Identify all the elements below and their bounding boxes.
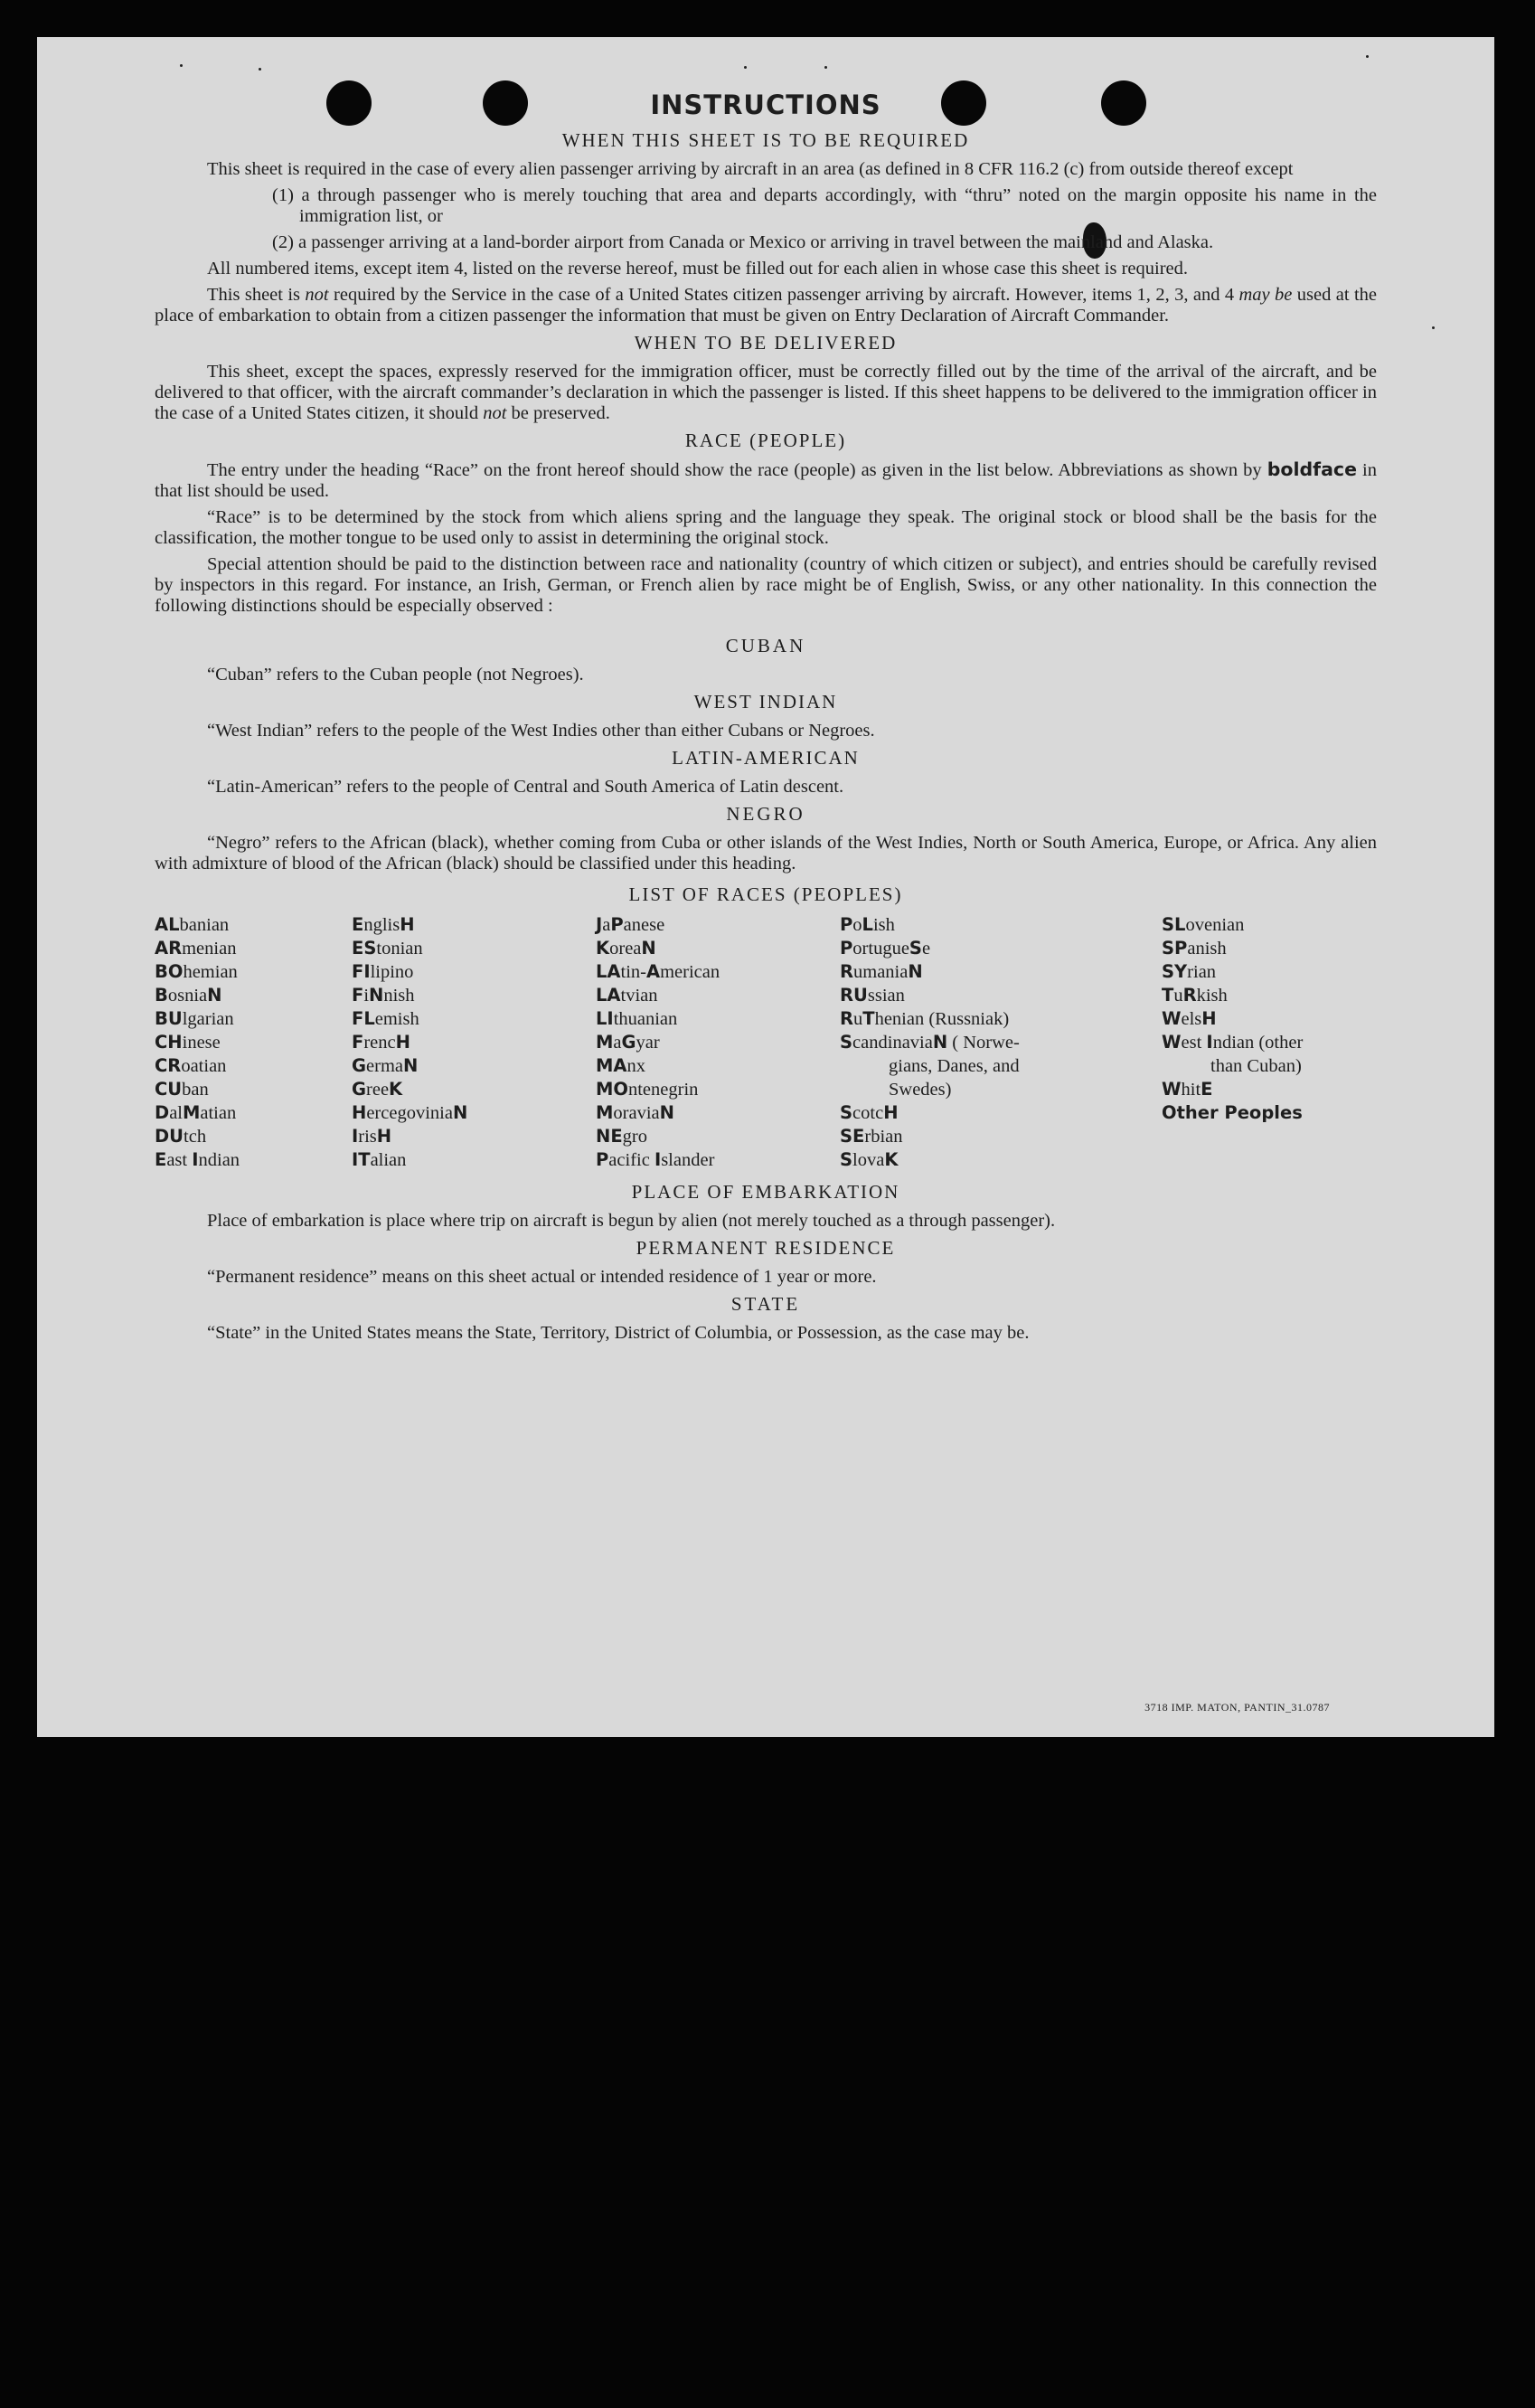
emphasis-not: not <box>305 285 329 305</box>
race-entry: KoreaN <box>596 938 656 958</box>
paragraph-residence: “Permanent residence” means on this sheet actual or intended residence of 1 year or more. <box>207 1267 877 1287</box>
race-entry: ScotcH <box>840 1102 899 1123</box>
paragraph-state: “State” in the United States means the State, Territory, District of Columbia, or Possession, as the case may be. <box>207 1323 1030 1343</box>
race-entry: East Indian <box>155 1149 240 1170</box>
race-entry: HercegoviniaN <box>352 1102 468 1123</box>
race-entry: GermaN <box>352 1055 419 1076</box>
heading-west-indian: WEST INDIAN <box>693 691 838 713</box>
page-title: INSTRUCTIONS <box>650 90 881 120</box>
heading-residence: PERMANENT RESIDENCE <box>636 1237 896 1259</box>
paragraph-citizen <box>155 285 1377 326</box>
race-entry: SErbian <box>840 1126 903 1147</box>
race-entry: DUtch <box>155 1126 207 1147</box>
race-column-2 <box>352 913 596 1172</box>
heading-when-delivered: WHEN TO BE DELIVERED <box>634 332 898 354</box>
race-entry: MaGyar <box>596 1032 660 1053</box>
paragraph-delivered <box>155 362 1377 424</box>
paragraph-latin-american: “Latin-American” refers to the people of Central and South America of Latin descent. <box>207 777 844 797</box>
heading-embarkation: PLACE OF EMBARKATION <box>631 1181 900 1203</box>
race-entry: NEgro <box>596 1126 647 1147</box>
paragraph-item-2: (2) a passenger arriving at a land-border airport from Canada or Mexico or arriving in travel between the mainland and Alaska. <box>272 232 1214 252</box>
heading-when-required: WHEN THIS SHEET IS TO BE REQUIRED <box>561 129 970 151</box>
race-entry: Other Peoples <box>1162 1102 1303 1123</box>
race-entry: gians, Danes, and <box>889 1056 1020 1076</box>
race-column-4 <box>840 913 1162 1172</box>
heading-state: STATE <box>730 1293 801 1315</box>
paragraph-race-2: “Race” is to be determined by the stock from which aliens spring and the language they speak. The original stock or blood shall be the basis for the classification, the mother tongue to be used only to assist in determining the original stock. <box>155 507 1377 548</box>
race-entry: LAtin-American <box>596 961 720 982</box>
race-entry: CRoatian <box>155 1055 227 1076</box>
speck <box>180 64 183 67</box>
paragraph-cuban: “Cuban” refers to the Cuban people (not Negroes). <box>207 665 584 685</box>
race-entry: ITalian <box>352 1149 407 1170</box>
race-column-1 <box>155 913 352 1172</box>
race-column-5 <box>1162 913 1377 1172</box>
race-entry: FiNnish <box>352 985 415 1006</box>
text-run: be preserved. <box>511 403 610 423</box>
race-entry: TuRkish <box>1162 985 1228 1006</box>
heading-list-of-races: LIST OF RACES (PEOPLES) <box>628 883 903 905</box>
paragraph-intro: This sheet is required in the case of every alien passenger arriving by aircraft in an area (as defined in 8 CFR 116.2 (c) from outside thereof except <box>207 159 1294 179</box>
paragraph-numbered-items: All numbered items, except item 4, listed on the reverse hereof, must be filled out for each alien in whose case this sheet is required. <box>207 259 1189 279</box>
race-entry: ALbanian <box>155 914 230 935</box>
race-entry: JaPanese <box>596 914 665 935</box>
race-entry: GreeK <box>352 1079 403 1100</box>
race-entry: BUlgarian <box>155 1008 234 1029</box>
race-entry: SPanish <box>1162 938 1227 958</box>
race-entry: BosniaN <box>155 985 222 1006</box>
text-run: in that list should be used. <box>155 460 1377 501</box>
text-run: This sheet is <box>207 285 301 305</box>
paragraph-west-indian: “West Indian” refers to the people of the West Indies other than either Cubans or Negroes. <box>207 721 875 741</box>
race-entry: BOhemian <box>155 961 238 982</box>
speck <box>824 66 827 69</box>
race-entry: CUban <box>155 1079 209 1100</box>
race-entry: FIlipino <box>352 961 414 982</box>
text-run: The entry under the heading “Race” on the front hereof should show the race (people) as given in the list below. Abbreviations as shown by <box>207 460 1262 480</box>
race-entry: MoraviaN <box>596 1102 674 1123</box>
boldface-word: boldface <box>1267 458 1357 480</box>
paragraph-item-1: (1) a through passenger who is merely touching that area and departs accordingly, with “thru” noted on the margin opposite his name in the immigration list, or <box>272 185 1377 226</box>
text-run: used at the place of embarkation to obtain from a citizen passenger the information that must be given on Entry Declaration of Aircraft Commander. <box>155 285 1377 326</box>
race-entry: WhitE <box>1162 1079 1213 1100</box>
speck <box>1366 55 1369 58</box>
race-entry: FrencH <box>352 1032 410 1053</box>
heading-cuban: CUBAN <box>725 635 806 656</box>
race-entry: ARmenian <box>155 938 237 958</box>
speck <box>1432 326 1435 329</box>
race-entry: IrisH <box>352 1126 392 1147</box>
text-run: This sheet, except the spaces, expressly reserved for the immigration officer, must be correctly filled out by the time of the arrival of the aircraft, and be delivered to that officer, with the aircraft commander’s declaration in which the passenger is listed. If this sheet happens to be delivered to the immigration officer in the case of a United States citizen, it should <box>155 362 1377 423</box>
race-entry: RumaniaN <box>840 961 923 982</box>
race-entry: SLovenian <box>1162 914 1245 935</box>
race-list <box>155 913 1377 1172</box>
race-entry: EStonian <box>352 938 423 958</box>
race-entry: FLemish <box>352 1008 419 1029</box>
race-entry: PoLish <box>840 914 895 935</box>
race-entry: CHinese <box>155 1032 221 1053</box>
heading-race: RACE (PEOPLE) <box>684 430 847 451</box>
race-entry: PortugueSe <box>840 938 931 958</box>
race-entry: WelsH <box>1162 1008 1217 1029</box>
race-entry: West Indian (other <box>1162 1032 1304 1053</box>
race-entry: LAtvian <box>596 985 658 1006</box>
race-entry: Swedes) <box>889 1080 952 1100</box>
paragraph-race-1 <box>155 459 1377 502</box>
speck <box>259 68 261 71</box>
printer-mark: 3718 IMP. MATON, PANTIN_31.0787 <box>1144 1701 1330 1714</box>
emphasis-not: not <box>483 403 507 423</box>
race-entry: Pacific Islander <box>596 1149 715 1170</box>
document-sheet <box>37 37 1494 1737</box>
race-entry: SYrian <box>1162 961 1217 982</box>
race-entry: RUssian <box>840 985 905 1006</box>
paragraph-negro: “Negro” refers to the African (black), whether coming from Cuba or other islands of the West Indies, North or South America, Europe, or Africa. Any alien with admixture of blood of the African (black) should be classified under this heading. <box>155 833 1377 873</box>
race-entry: DalMatian <box>155 1102 237 1123</box>
race-entry: RuThenian (Russniak) <box>840 1008 1010 1029</box>
heading-negro: NEGRO <box>726 803 805 825</box>
text-run: required by the Service in the case of a United States citizen passenger arriving by aircraft. However, items 1, 2, 3, and 4 <box>334 285 1235 305</box>
speck <box>744 66 747 69</box>
race-entry: than Cuban) <box>1210 1056 1302 1076</box>
race-entry: MOntenegrin <box>596 1079 699 1100</box>
instructions-content <box>155 90 1377 1349</box>
race-entry: ScandinaviaN ( Norwe- <box>840 1032 1020 1053</box>
race-entry: SlovaK <box>840 1149 899 1170</box>
race-column-3 <box>596 913 840 1172</box>
race-entry: MAnx <box>596 1055 645 1076</box>
race-entry: EnglisH <box>352 914 415 935</box>
paragraph-race-3: Special attention should be paid to the distinction between race and nationality (country of which citizen or subject), and entries should be carefully revised by inspectors in this regard. For instance, an Irish, German, or French alien by race might be of English, Swiss, or any other nationality. In this connection the following distinctions should be especially observed : <box>155 554 1377 616</box>
paragraph-embarkation: Place of embarkation is place where trip on aircraft is begun by alien (not merely touched as a through passenger). <box>207 1211 1056 1231</box>
heading-latin-american: LATIN-AMERICAN <box>672 747 860 769</box>
race-entry: LIthuanian <box>596 1008 678 1029</box>
emphasis-may-be: may be <box>1238 285 1293 305</box>
